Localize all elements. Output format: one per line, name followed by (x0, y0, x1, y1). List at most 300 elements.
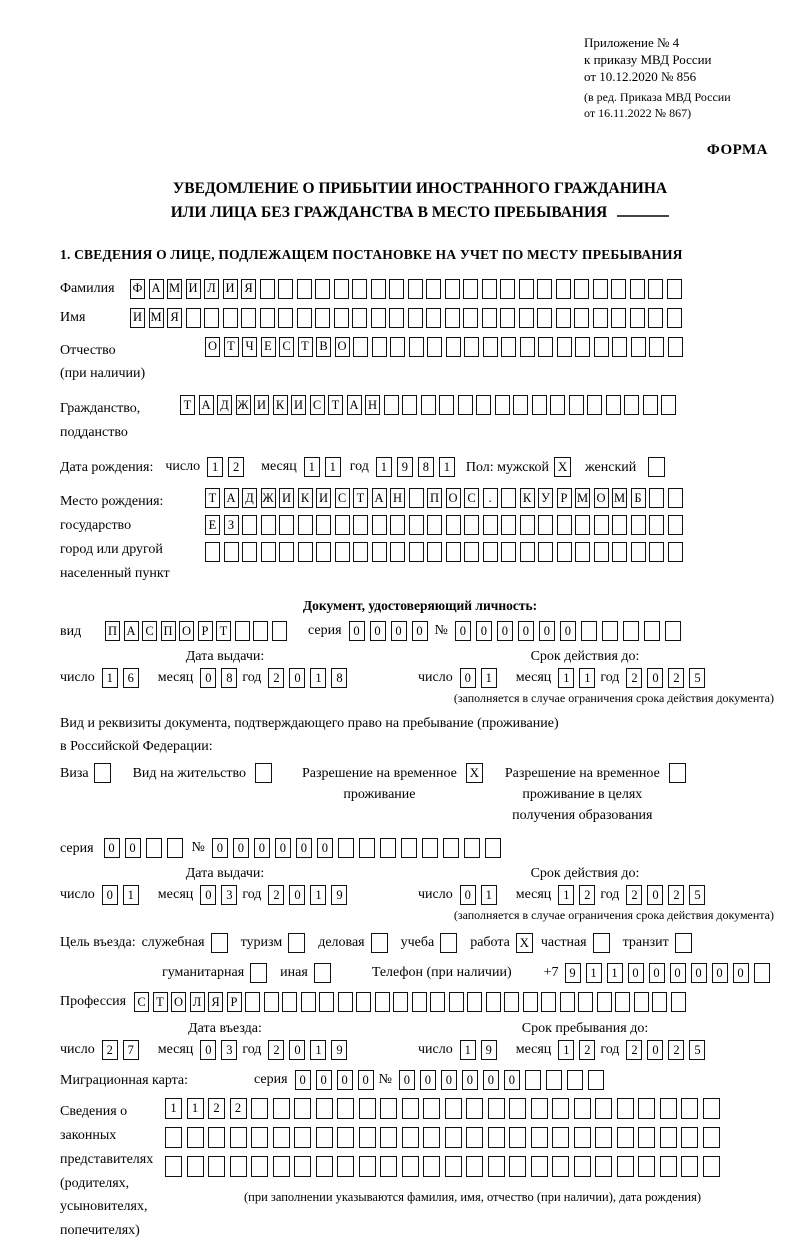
purpose-humanitarian-checkbox[interactable] (250, 963, 267, 983)
char-box[interactable] (504, 992, 519, 1012)
char-box[interactable] (423, 1127, 440, 1148)
char-box[interactable]: Р (557, 488, 572, 508)
char-box[interactable]: А (347, 395, 362, 415)
char-box[interactable] (681, 1127, 698, 1148)
char-box[interactable] (443, 838, 459, 858)
char-box[interactable]: И (316, 488, 331, 508)
char-box[interactable]: М (149, 308, 164, 328)
char-box[interactable] (264, 992, 279, 1012)
char-box[interactable]: 1 (304, 457, 320, 477)
char-box[interactable] (187, 1127, 204, 1148)
char-box[interactable]: С (142, 621, 157, 641)
char-box[interactable]: 1 (207, 457, 223, 477)
char-box[interactable]: 2 (268, 1040, 284, 1060)
purpose-business-checkbox[interactable] (371, 933, 388, 953)
char-box[interactable] (546, 1070, 562, 1090)
char-box[interactable] (531, 1156, 548, 1177)
char-box[interactable] (483, 337, 498, 357)
char-box[interactable] (631, 515, 646, 535)
char-box[interactable]: Б (631, 488, 646, 508)
char-box[interactable] (519, 308, 534, 328)
char-box[interactable] (337, 1127, 354, 1148)
char-box[interactable] (445, 279, 460, 299)
char-box[interactable] (652, 992, 667, 1012)
char-box[interactable] (638, 1098, 655, 1119)
visa-checkbox[interactable] (94, 763, 111, 783)
char-box[interactable] (501, 515, 516, 535)
char-box[interactable] (575, 337, 590, 357)
char-box[interactable] (402, 1127, 419, 1148)
char-box[interactable] (519, 279, 534, 299)
char-box[interactable] (509, 1127, 526, 1148)
char-box[interactable]: 0 (102, 885, 118, 905)
char-box[interactable] (316, 1098, 333, 1119)
char-box[interactable]: 9 (565, 963, 581, 983)
char-box[interactable] (500, 308, 515, 328)
char-box[interactable] (538, 337, 553, 357)
char-box[interactable] (316, 1127, 333, 1148)
char-box[interactable]: 0 (275, 838, 291, 858)
char-box[interactable]: Я (167, 308, 182, 328)
char-box[interactable] (649, 542, 664, 562)
char-box[interactable] (557, 542, 572, 562)
char-box[interactable] (560, 992, 575, 1012)
char-box[interactable]: Е (261, 337, 276, 357)
char-box[interactable] (380, 1156, 397, 1177)
char-box[interactable]: 2 (626, 885, 642, 905)
char-box[interactable] (279, 542, 294, 562)
char-box[interactable] (611, 279, 626, 299)
char-box[interactable] (483, 515, 498, 535)
char-box[interactable] (408, 308, 423, 328)
char-box[interactable] (251, 1127, 268, 1148)
char-box[interactable] (617, 1127, 634, 1148)
char-box[interactable]: 0 (233, 838, 249, 858)
char-box[interactable]: 3 (221, 1040, 237, 1060)
char-box[interactable] (224, 542, 239, 562)
char-box[interactable]: Т (353, 488, 368, 508)
char-box[interactable] (463, 308, 478, 328)
char-box[interactable]: Я (241, 279, 256, 299)
char-box[interactable]: . (483, 488, 498, 508)
char-box[interactable] (668, 488, 683, 508)
char-box[interactable] (464, 337, 479, 357)
char-box[interactable] (359, 1127, 376, 1148)
char-box[interactable] (531, 1127, 548, 1148)
char-box[interactable]: 1 (558, 668, 574, 688)
char-box[interactable] (612, 542, 627, 562)
char-box[interactable]: И (279, 488, 294, 508)
char-box[interactable]: 0 (200, 885, 216, 905)
char-box[interactable] (384, 395, 399, 415)
char-box[interactable]: 0 (370, 621, 386, 641)
char-box[interactable]: Л (190, 992, 205, 1012)
char-box[interactable]: Н (365, 395, 380, 415)
char-box[interactable] (251, 1098, 268, 1119)
char-box[interactable]: 6 (123, 668, 139, 688)
char-box[interactable]: 1 (439, 457, 455, 477)
char-box[interactable] (393, 992, 408, 1012)
char-box[interactable]: 5 (689, 668, 705, 688)
char-box[interactable] (638, 1156, 655, 1177)
char-box[interactable] (464, 542, 479, 562)
char-box[interactable] (574, 1156, 591, 1177)
char-box[interactable]: 2 (268, 885, 284, 905)
char-box[interactable]: 0 (399, 1070, 415, 1090)
char-box[interactable] (282, 992, 297, 1012)
char-box[interactable] (556, 279, 571, 299)
gender-female-checkbox[interactable] (648, 457, 665, 477)
char-box[interactable] (338, 838, 354, 858)
char-box[interactable]: Р (198, 621, 213, 641)
char-box[interactable] (501, 337, 516, 357)
char-box[interactable] (467, 992, 482, 1012)
char-box[interactable]: 9 (331, 885, 347, 905)
char-box[interactable]: Т (216, 621, 231, 641)
char-box[interactable]: 1 (325, 457, 341, 477)
char-box[interactable] (241, 308, 256, 328)
char-box[interactable] (261, 542, 276, 562)
char-box[interactable]: 2 (626, 668, 642, 688)
char-box[interactable] (315, 279, 330, 299)
char-box[interactable]: 0 (497, 621, 513, 641)
char-box[interactable] (260, 308, 275, 328)
char-box[interactable] (380, 1127, 397, 1148)
char-box[interactable]: 1 (579, 668, 595, 688)
char-box[interactable]: А (199, 395, 214, 415)
char-box[interactable] (703, 1156, 720, 1177)
char-box[interactable] (648, 279, 663, 299)
char-box[interactable] (421, 395, 436, 415)
char-box[interactable] (337, 1156, 354, 1177)
char-box[interactable] (242, 515, 257, 535)
char-box[interactable]: К (520, 488, 535, 508)
char-box[interactable]: 0 (691, 963, 707, 983)
char-box[interactable] (316, 542, 331, 562)
char-box[interactable]: Е (205, 515, 220, 535)
char-box[interactable]: М (167, 279, 182, 299)
char-box[interactable]: 2 (230, 1098, 247, 1119)
char-box[interactable] (279, 515, 294, 535)
char-box[interactable] (165, 1127, 182, 1148)
char-box[interactable] (557, 337, 572, 357)
char-box[interactable]: 0 (296, 838, 312, 858)
char-box[interactable] (380, 838, 396, 858)
char-box[interactable]: 1 (165, 1098, 182, 1119)
char-box[interactable] (485, 838, 501, 858)
char-box[interactable] (617, 1098, 634, 1119)
char-box[interactable]: 2 (579, 885, 595, 905)
char-box[interactable] (482, 279, 497, 299)
char-box[interactable] (273, 1127, 290, 1148)
char-box[interactable] (595, 1156, 612, 1177)
char-box[interactable]: П (161, 621, 176, 641)
char-box[interactable] (167, 838, 183, 858)
char-box[interactable] (523, 992, 538, 1012)
char-box[interactable] (660, 1098, 677, 1119)
char-box[interactable] (681, 1098, 698, 1119)
char-box[interactable] (649, 488, 664, 508)
char-box[interactable]: Ч (242, 337, 257, 357)
char-box[interactable] (390, 542, 405, 562)
char-box[interactable] (187, 1156, 204, 1177)
char-box[interactable] (273, 1098, 290, 1119)
char-box[interactable] (294, 1156, 311, 1177)
char-box[interactable]: О (171, 992, 186, 1012)
char-box[interactable]: 1 (187, 1098, 204, 1119)
char-box[interactable] (301, 992, 316, 1012)
char-box[interactable] (261, 515, 276, 535)
temporary-residence-education-checkbox[interactable] (669, 763, 686, 783)
char-box[interactable]: Т (153, 992, 168, 1012)
char-box[interactable] (509, 1156, 526, 1177)
char-box[interactable]: 2 (668, 1040, 684, 1060)
char-box[interactable] (634, 992, 649, 1012)
char-box[interactable]: 2 (579, 1040, 595, 1060)
char-box[interactable]: 5 (689, 1040, 705, 1060)
char-box[interactable] (294, 1098, 311, 1119)
char-box[interactable]: О (594, 488, 609, 508)
char-box[interactable] (612, 337, 627, 357)
residence-permit-checkbox[interactable] (255, 763, 272, 783)
char-box[interactable] (445, 1098, 462, 1119)
char-box[interactable] (390, 515, 405, 535)
char-box[interactable] (372, 515, 387, 535)
char-box[interactable] (588, 1070, 604, 1090)
char-box[interactable] (466, 1098, 483, 1119)
char-box[interactable] (445, 1156, 462, 1177)
char-box[interactable]: С (464, 488, 479, 508)
char-box[interactable] (665, 621, 681, 641)
char-box[interactable]: 0 (412, 621, 428, 641)
char-box[interactable]: 1 (558, 885, 574, 905)
char-box[interactable]: 0 (391, 621, 407, 641)
char-box[interactable] (315, 308, 330, 328)
char-box[interactable] (557, 515, 572, 535)
char-box[interactable] (595, 1098, 612, 1119)
char-box[interactable]: У (538, 488, 553, 508)
char-box[interactable]: М (612, 488, 627, 508)
char-box[interactable]: 0 (104, 838, 120, 858)
char-box[interactable]: 0 (460, 668, 476, 688)
char-box[interactable] (204, 308, 219, 328)
temporary-residence-checkbox[interactable]: X (466, 763, 483, 783)
char-box[interactable]: О (335, 337, 350, 357)
char-box[interactable]: 1 (607, 963, 623, 983)
char-box[interactable] (525, 1070, 541, 1090)
char-box[interactable]: 0 (476, 621, 492, 641)
char-box[interactable]: 5 (689, 885, 705, 905)
char-box[interactable] (466, 1156, 483, 1177)
char-box[interactable] (649, 337, 664, 357)
char-box[interactable]: 3 (221, 885, 237, 905)
char-box[interactable]: 0 (200, 668, 216, 688)
char-box[interactable]: С (310, 395, 325, 415)
char-box[interactable] (205, 542, 220, 562)
char-box[interactable] (648, 308, 663, 328)
char-box[interactable] (486, 992, 501, 1012)
char-box[interactable]: К (298, 488, 313, 508)
char-box[interactable]: 2 (626, 1040, 642, 1060)
char-box[interactable]: 9 (331, 1040, 347, 1060)
char-box[interactable] (615, 992, 630, 1012)
char-box[interactable]: 0 (560, 621, 576, 641)
char-box[interactable] (409, 542, 424, 562)
char-box[interactable] (520, 337, 535, 357)
char-box[interactable] (316, 515, 331, 535)
char-box[interactable]: 0 (462, 1070, 478, 1090)
char-box[interactable] (165, 1156, 182, 1177)
char-box[interactable]: 1 (310, 885, 326, 905)
char-box[interactable]: 0 (317, 838, 333, 858)
char-box[interactable] (334, 279, 349, 299)
char-box[interactable]: 0 (200, 1040, 216, 1060)
char-box[interactable]: 0 (455, 621, 471, 641)
char-box[interactable] (594, 542, 609, 562)
char-box[interactable] (372, 337, 387, 357)
char-box[interactable] (703, 1098, 720, 1119)
char-box[interactable] (359, 1156, 376, 1177)
char-box[interactable] (611, 308, 626, 328)
char-box[interactable] (356, 992, 371, 1012)
char-box[interactable] (427, 542, 442, 562)
char-box[interactable] (409, 337, 424, 357)
char-box[interactable]: 0 (358, 1070, 374, 1090)
char-box[interactable]: 7 (123, 1040, 139, 1060)
char-box[interactable] (260, 279, 275, 299)
char-box[interactable]: М (575, 488, 590, 508)
char-box[interactable] (513, 395, 528, 415)
char-box[interactable]: 0 (518, 621, 534, 641)
char-box[interactable] (316, 1156, 333, 1177)
char-box[interactable] (273, 1156, 290, 1177)
char-box[interactable] (574, 279, 589, 299)
char-box[interactable] (298, 515, 313, 535)
char-box[interactable] (581, 621, 597, 641)
char-box[interactable]: О (205, 337, 220, 357)
char-box[interactable]: 1 (123, 885, 139, 905)
char-box[interactable] (208, 1156, 225, 1177)
char-box[interactable]: И (130, 308, 145, 328)
char-box[interactable] (389, 308, 404, 328)
char-box[interactable] (278, 279, 293, 299)
char-box[interactable] (482, 308, 497, 328)
char-box[interactable] (446, 542, 461, 562)
char-box[interactable] (667, 279, 682, 299)
char-box[interactable] (409, 488, 424, 508)
char-box[interactable] (464, 515, 479, 535)
char-box[interactable] (371, 308, 386, 328)
char-box[interactable]: А (149, 279, 164, 299)
char-box[interactable] (575, 542, 590, 562)
char-box[interactable] (412, 992, 427, 1012)
char-box[interactable] (319, 992, 334, 1012)
char-box[interactable] (501, 542, 516, 562)
char-box[interactable]: 9 (397, 457, 413, 477)
char-box[interactable]: И (223, 279, 238, 299)
char-box[interactable]: 0 (420, 1070, 436, 1090)
gender-male-checkbox[interactable]: X (554, 457, 571, 477)
char-box[interactable]: 0 (289, 668, 305, 688)
char-box[interactable] (294, 1127, 311, 1148)
char-box[interactable] (660, 1156, 677, 1177)
char-box[interactable]: А (372, 488, 387, 508)
char-box[interactable] (574, 1127, 591, 1148)
char-box[interactable]: 0 (460, 885, 476, 905)
char-box[interactable]: Д (242, 488, 257, 508)
purpose-transit-checkbox[interactable] (675, 933, 692, 953)
char-box[interactable]: С (134, 992, 149, 1012)
char-box[interactable] (402, 1098, 419, 1119)
char-box[interactable] (703, 1127, 720, 1148)
char-box[interactable]: 2 (102, 1040, 118, 1060)
char-box[interactable]: И (254, 395, 269, 415)
char-box[interactable] (587, 395, 602, 415)
char-box[interactable] (371, 279, 386, 299)
char-box[interactable]: 1 (376, 457, 392, 477)
char-box[interactable] (352, 279, 367, 299)
char-box[interactable]: Т (180, 395, 195, 415)
char-box[interactable]: 8 (331, 668, 347, 688)
char-box[interactable]: Т (224, 337, 239, 357)
char-box[interactable]: 0 (712, 963, 728, 983)
char-box[interactable] (208, 1127, 225, 1148)
char-box[interactable] (631, 337, 646, 357)
char-box[interactable] (337, 1098, 354, 1119)
char-box[interactable]: 1 (460, 1040, 476, 1060)
purpose-other-checkbox[interactable] (314, 963, 331, 983)
char-box[interactable] (359, 1098, 376, 1119)
char-box[interactable] (575, 515, 590, 535)
char-box[interactable]: 0 (483, 1070, 499, 1090)
char-box[interactable] (476, 395, 491, 415)
char-box[interactable]: 2 (268, 668, 284, 688)
char-box[interactable] (668, 515, 683, 535)
char-box[interactable]: 9 (481, 1040, 497, 1060)
char-box[interactable] (593, 279, 608, 299)
char-box[interactable] (667, 308, 682, 328)
char-box[interactable] (602, 621, 618, 641)
char-box[interactable] (230, 1127, 247, 1148)
purpose-study-checkbox[interactable] (440, 933, 457, 953)
char-box[interactable]: 0 (539, 621, 555, 641)
purpose-official-checkbox[interactable] (211, 933, 228, 953)
char-box[interactable]: 0 (212, 838, 228, 858)
char-box[interactable] (338, 992, 353, 1012)
char-box[interactable] (463, 279, 478, 299)
char-box[interactable]: 0 (289, 885, 305, 905)
char-box[interactable] (251, 1156, 268, 1177)
char-box[interactable] (402, 1156, 419, 1177)
char-box[interactable]: 0 (628, 963, 644, 983)
char-box[interactable]: И (186, 279, 201, 299)
char-box[interactable] (390, 337, 405, 357)
purpose-private-checkbox[interactable] (593, 933, 610, 953)
char-box[interactable]: Ф (130, 279, 145, 299)
char-box[interactable] (668, 337, 683, 357)
char-box[interactable] (430, 992, 445, 1012)
char-box[interactable]: Ж (236, 395, 251, 415)
char-box[interactable] (359, 838, 375, 858)
char-box[interactable]: К (273, 395, 288, 415)
char-box[interactable]: О (446, 488, 461, 508)
char-box[interactable]: 2 (208, 1098, 225, 1119)
char-box[interactable]: 1 (558, 1040, 574, 1060)
char-box[interactable]: 0 (316, 1070, 332, 1090)
char-box[interactable] (464, 838, 480, 858)
char-box[interactable]: 0 (337, 1070, 353, 1090)
char-box[interactable] (272, 621, 287, 641)
